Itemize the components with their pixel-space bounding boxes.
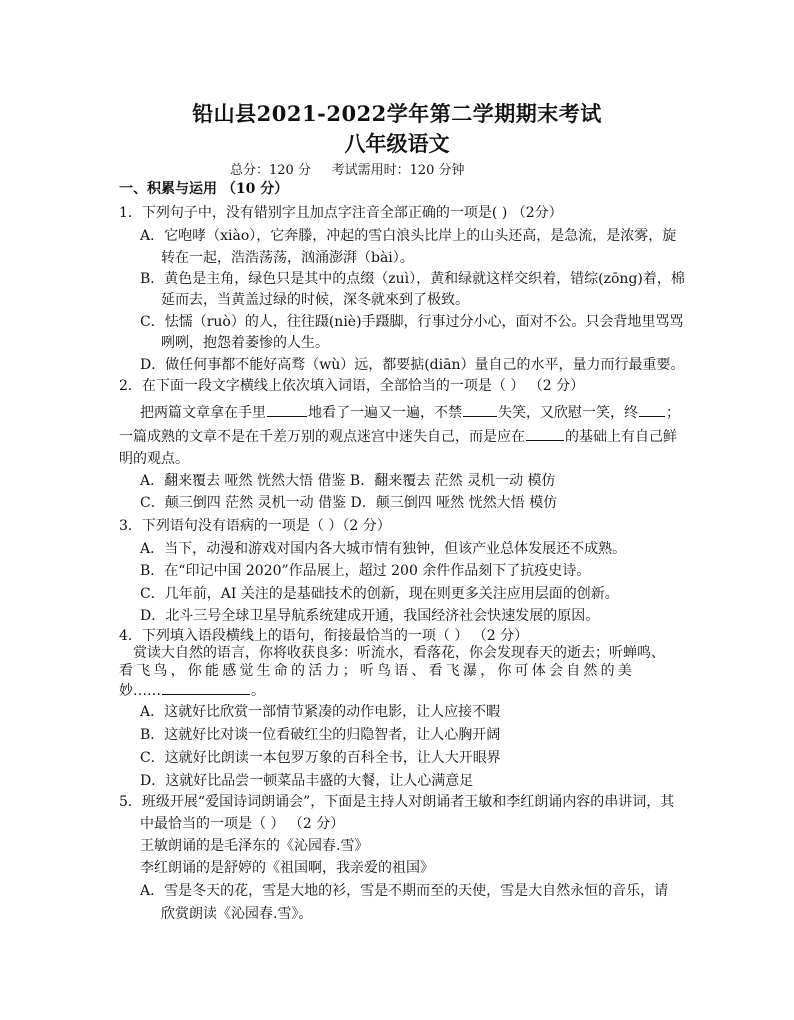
q5-info-wangmin: 王敏朗诵的是毛泽东的《沁园春.雪》: [140, 838, 369, 854]
q4-option-a: A．这就好比欣赏一部情节紧凑的动作电影，让人应接不暇: [140, 704, 501, 720]
q5-stem-cont: 中最恰当的一项是（ ） （2 分）: [140, 816, 345, 832]
q3-stem: 3．下列语句没有语病的一项是（ ）（2 分）: [119, 518, 391, 534]
fill-blank: [639, 402, 665, 417]
q1-option-b-cont: 延而去，当黄盖过绿的时候，深冬就來到了极致。: [161, 292, 469, 308]
q2-text: 失笑，又欣慰一笑，终: [498, 405, 638, 421]
q1-option-a: A．它咆哮（xiào），它奔滕，冲起的雪白浪头比岸上的山头还高，是急流，是浓雾，旋: [140, 228, 677, 244]
q3-option-d: D．北斗三号全球卫星导航系统建成开通，我国经济社会快速发展的原因。: [140, 608, 600, 624]
q1-option-a-cont: 转在一起，浩浩荡荡，汹涌澎湃（bài）。: [161, 250, 414, 266]
q2-options-ab: A．翻来覆去 哑然 恍然大悟 借鉴 B．翻来覆去 茫然 灵机一动 模仿: [140, 473, 556, 489]
q3-option-b: B．在“印记中国 2020”作品展上，超过 200 余件作品刻下了抗疫史诗。: [140, 563, 591, 579]
q4-stem: 4．下列填入语段横线上的语句，衔接最恰当的一项（ ） （2 分）: [119, 628, 529, 644]
q4-option-d: D．这就好比品尝一顿菜品丰盛的大餐，让人心满意足: [140, 773, 474, 789]
q4-passage-line3: [119, 680, 265, 700]
q2-text: 把两篇文章拿在手里: [140, 405, 266, 421]
exam-subtitle: 八年级语文: [344, 131, 450, 156]
q1-option-d: D．做任何事都不能好高骛（wù）远，都要掂(diān）量自己的水平，量力而行最重要。: [140, 357, 685, 373]
q2-passage-line3: 明的观点。: [119, 451, 189, 467]
q1-stem: 1．下列句子中，没有错别字且加点字注音全部正确的一项是( ) （2分）: [119, 205, 563, 221]
q1-option-c: C．怯懦（ruò）的人，往往蹑(niè)手蹑脚，行事过分小心，面对不公。只会背地里骂骂: [140, 314, 684, 330]
exam-meta: 总分：120 分 考试需用时：120 分钟: [230, 163, 465, 178]
q5-stem: 5．班级开展“爱国诗词朗诵会”，下面是主持人对朗诵者王敏和李红朗诵内容的串讲词，其: [119, 794, 675, 810]
q3-option-c: C．几年前，AI 关注的是基础技术的创新，现在则更多关注应用层面的创新。: [140, 586, 619, 602]
q2-text: 的基础上有自己鲜: [565, 429, 677, 445]
q2-text: 地看了一遍又一遍，不禁: [308, 405, 462, 421]
q4-passage-line1: 赏读大自然的语言，你将收获良多：听流水，看落花，你会发现春天的逝去；听蝉鸣、: [133, 645, 665, 661]
q2-passage-line1: [140, 402, 680, 422]
q5-info-lihong: 李红朗诵的是舒婷的《祖国啊，我亲爱的祖国》: [140, 860, 434, 876]
q2-text: 一篇成熟的文章不是在千差万别的观点迷宫中迷失自己，而是应在: [119, 429, 525, 445]
exam-title: 铅山县2021-2022学年第二学期期末考试: [192, 101, 602, 126]
q1-option-c-cont: 咧咧，抱怨着萎惨的人生。: [161, 335, 329, 351]
fill-blank: [526, 426, 564, 441]
q4-option-b: B．这就好比对谈一位看破红尘的归隐智者，让人心胸开阔: [140, 727, 501, 743]
fill-blank: [267, 402, 307, 417]
q4-text: 。: [251, 683, 265, 699]
q3-option-a: A．当下，动漫和游戏对国内各大城市情有独钟，但该产业总体发展还不成熟。: [140, 541, 627, 557]
fill-blank: [162, 680, 250, 695]
q4-option-c: C．这就好比朗读一本包罗万象的百科全书，让人大开眼界: [140, 750, 501, 766]
q2-text: ；: [666, 405, 680, 421]
q1-option-b: B．黄色是主角，绿色只是其中的点缀（zuì），黄和绿就这样交织着，错综(zōng)着，棉: [140, 271, 685, 287]
q4-text: 妙……: [119, 683, 161, 699]
q5-option-a: A．雪是冬天的花，雪是大地的衫，雪是不期而至的天使，雪是大自然永恒的音乐，请: [140, 883, 669, 899]
section-heading: 一、积累与运用 （10 分）: [119, 181, 289, 197]
q2-stem: 2．在下面一段文字横线上依次填入词语，全部恰当的一项是（ ） （2 分）: [119, 378, 585, 394]
q4-passage-line2: 看飞鸟，你能感觉生命的活力；听鸟语、看飞瀑，你可体会自然的美: [119, 663, 635, 679]
q2-passage-line2: [119, 426, 677, 446]
fill-blank: [463, 402, 497, 417]
q5-option-a-cont: 欣赏朗读《沁园春.雪》。: [161, 906, 313, 922]
q2-options-cd: C．颠三倒四 茫然 灵机一动 借鉴 D．颠三倒四 哑然 恍然大悟 模仿: [140, 495, 558, 511]
